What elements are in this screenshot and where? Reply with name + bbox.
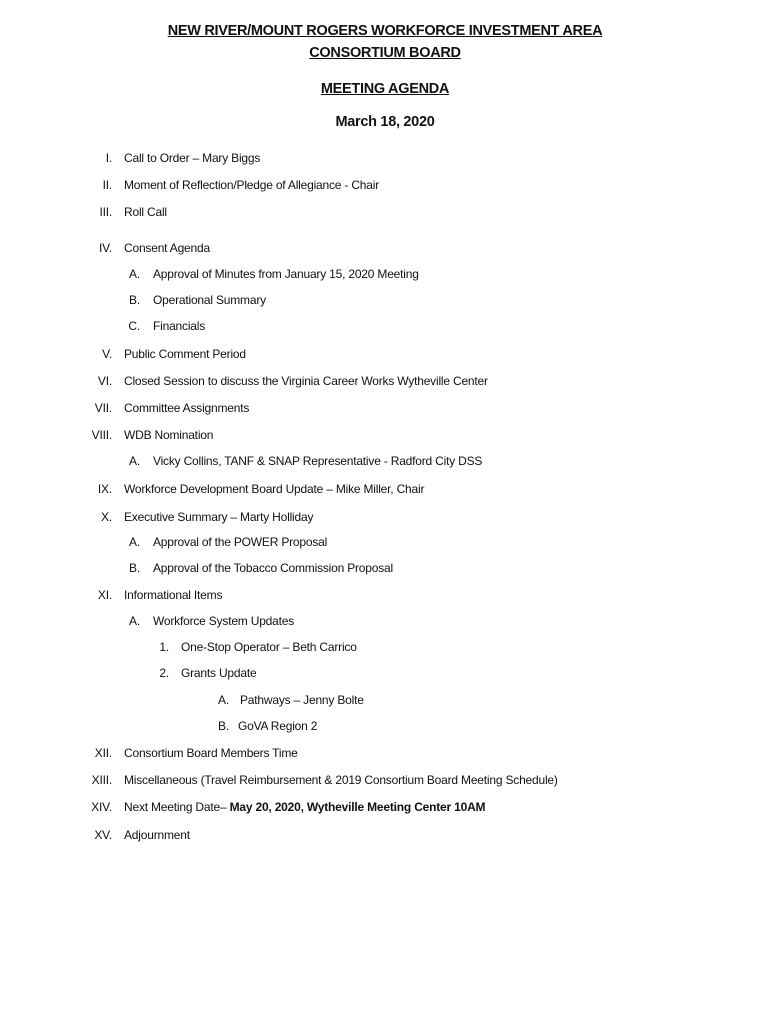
subsubitem-text: One-Stop Operator – Beth Carrico bbox=[181, 640, 357, 654]
item-text: WDB Nomination bbox=[124, 428, 214, 442]
item-number: XV. bbox=[94, 828, 112, 842]
item-number: IV. bbox=[99, 241, 112, 255]
item-text: Moment of Reflection/Pledge of Allegiance - Chair bbox=[124, 178, 380, 192]
subsubsubitem-letter: B. bbox=[218, 719, 229, 733]
next-meeting-label: Next Meeting Date– bbox=[124, 800, 227, 814]
item-number: VIII. bbox=[91, 428, 112, 442]
subitem-letter: A. bbox=[129, 454, 140, 468]
subitem-letter: C. bbox=[128, 319, 140, 333]
meeting-date: March 18, 2020 bbox=[335, 114, 435, 130]
subitem-letter: A. bbox=[129, 614, 140, 628]
subitem-text: Financials bbox=[153, 319, 206, 333]
item-number: XII. bbox=[94, 746, 112, 760]
agenda-heading: MEETING AGENDA bbox=[320, 81, 450, 97]
item-number: I. bbox=[105, 151, 112, 165]
subitem-letter: A. bbox=[129, 535, 140, 549]
item-number: IX. bbox=[97, 482, 112, 496]
item-text: Consent Agenda bbox=[124, 241, 210, 255]
subsubitem-number: 2. bbox=[159, 666, 169, 680]
item-number: III. bbox=[99, 205, 112, 219]
item-text: Executive Summary – Marty Holliday bbox=[124, 510, 314, 524]
subitem-text: Vicky Collins, TANF & SNAP Representative - Radford City DSS bbox=[153, 454, 483, 468]
item-number: X. bbox=[101, 510, 112, 524]
item-text: Roll Call bbox=[124, 205, 167, 219]
subsubsubitem-letter: A. bbox=[218, 693, 229, 707]
subitem-text: Workforce System Updates bbox=[153, 614, 295, 628]
subitem-letter: A. bbox=[129, 267, 140, 281]
item-text: Informational Items bbox=[124, 588, 223, 602]
item-number: V. bbox=[102, 347, 112, 361]
subitem-letter: B. bbox=[129, 293, 140, 307]
item-text: Call to Order – Mary Biggs bbox=[124, 151, 261, 165]
item-number: II. bbox=[102, 178, 112, 192]
next-meeting-details: May 20, 2020, Wytheville Meeting Center 10AM bbox=[226, 800, 486, 814]
item-text: Closed Session to discuss the Virginia Career Works Wytheville Center bbox=[124, 374, 488, 388]
subitem-text: Approval of the POWER Proposal bbox=[153, 535, 328, 549]
item-number: XIV. bbox=[91, 800, 112, 814]
subsubitem-text: Grants Update bbox=[181, 666, 257, 680]
subitem-letter: B. bbox=[129, 561, 140, 575]
subsubsubitem-text: GoVA Region 2 bbox=[238, 719, 318, 733]
subitem-text: Operational Summary bbox=[153, 293, 266, 307]
item-text: Workforce Development Board Update – Mike Miller, Chair bbox=[124, 482, 425, 496]
subitem-text: Approval of the Tobacco Commission Proposal bbox=[153, 561, 393, 575]
subitem-text: Approval of Minutes from January 15, 2020 Meeting bbox=[153, 267, 419, 281]
item-number: XIII. bbox=[91, 773, 112, 787]
item-text: Consortium Board Members Time bbox=[124, 746, 298, 760]
item-text: Committee Assignments bbox=[124, 401, 250, 415]
item-number: XI. bbox=[97, 588, 112, 602]
item-text: Public Comment Period bbox=[124, 347, 246, 361]
item-number: VII. bbox=[94, 401, 112, 415]
item-text: Adjournment bbox=[124, 828, 190, 842]
subsubsubitem-text: Pathways – Jenny Bolte bbox=[240, 693, 364, 707]
document-title-line1: NEW RIVER/MOUNT ROGERS WORKFORCE INVESTMENT AREA bbox=[167, 23, 603, 39]
document-title-line2: CONSORTIUM BOARD bbox=[309, 45, 461, 61]
item-number: VI. bbox=[97, 374, 112, 388]
subsubitem-number: 1. bbox=[159, 640, 169, 654]
item-text bbox=[124, 798, 485, 816]
item-text: Miscellaneous (Travel Reimbursement & 2019 Consortium Board Meeting Schedule) bbox=[124, 773, 558, 787]
